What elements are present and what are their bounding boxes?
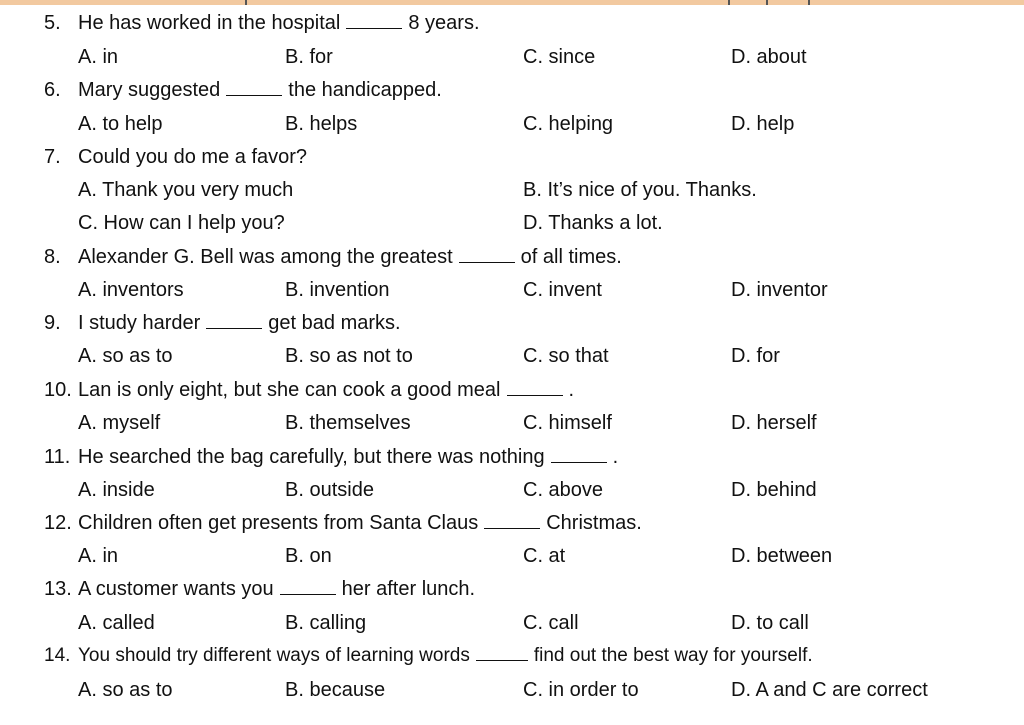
question-stem	[44, 509, 642, 537]
option-c: C. helping	[523, 113, 614, 135]
option-b: B. outside	[285, 479, 374, 501]
question-text-before: Lan is only eight, but she can cook a good meal	[78, 379, 501, 401]
option-a: A. myself	[78, 412, 161, 434]
option-d: D. to call	[731, 612, 809, 634]
option-a: A. called	[78, 612, 155, 634]
option-a: A. to help	[78, 113, 163, 135]
question-number: 5.	[44, 12, 61, 34]
option-b: B. on	[285, 545, 332, 567]
question-number: 11.	[44, 446, 71, 468]
top-decorative-strip	[0, 0, 1024, 5]
question-text-after: Christmas.	[546, 512, 642, 534]
option-d: D. herself	[731, 412, 817, 434]
option-d: D. inventor	[731, 279, 828, 301]
option-c: C. in order to	[523, 679, 639, 701]
option-a: A. so as to	[78, 345, 173, 367]
answer-blank	[484, 510, 540, 529]
answer-blank	[507, 377, 563, 396]
question-stem	[44, 143, 307, 171]
question-number: 6.	[44, 79, 61, 101]
option-a: A. inventors	[78, 279, 184, 301]
question-text-before: Children often get presents from Santa Claus	[78, 512, 479, 534]
answer-blank	[551, 444, 607, 463]
option-a: A. so as to	[78, 679, 173, 701]
option-b: B. themselves	[285, 412, 411, 434]
option-d: D. behind	[731, 479, 817, 501]
question-number: 7.	[44, 146, 61, 168]
question-stem	[44, 575, 475, 603]
option-d: D. between	[731, 545, 833, 567]
question-text-before: Mary suggested	[78, 79, 221, 101]
strip-tick	[766, 0, 768, 5]
question-number: 14.	[44, 645, 71, 666]
question-text-before: A customer wants you	[78, 578, 274, 600]
question-stem	[44, 376, 574, 404]
question-number: 10.	[44, 379, 72, 401]
strip-tick	[808, 0, 810, 5]
option-b: B. helps	[285, 113, 358, 135]
question-number: 8.	[44, 246, 61, 268]
option-c: C. so that	[523, 345, 609, 367]
option-c: C. How can I help you?	[78, 212, 285, 234]
option-b: B. so as not to	[285, 345, 413, 367]
question-number: 12.	[44, 512, 72, 534]
answer-blank	[346, 10, 402, 29]
option-d: D. A and C are correct	[731, 679, 928, 701]
option-c: C. since	[523, 46, 596, 68]
option-c: C. call	[523, 612, 579, 634]
option-d: D. about	[731, 46, 807, 68]
question-text-after: .	[612, 446, 619, 468]
question-stem	[44, 76, 442, 104]
question-text-after: the handicapped.	[288, 79, 442, 101]
question-stem	[44, 243, 622, 271]
option-b: B. because	[285, 679, 386, 701]
question-text-before: Could you do me a favor?	[78, 146, 308, 168]
option-b: B. It’s nice of you. Thanks.	[523, 179, 757, 201]
question-text-before: You should try different ways of learning words	[78, 645, 470, 666]
answer-blank	[476, 642, 528, 661]
option-c: C. himself	[523, 412, 612, 434]
strip-tick	[245, 0, 247, 5]
question-stem	[44, 309, 401, 337]
option-d: D. Thanks a lot.	[523, 212, 663, 234]
question-text-before: Alexander G. Bell was among the greatest	[78, 246, 453, 268]
question-text-after: .	[568, 379, 575, 401]
option-c: C. at	[523, 545, 566, 567]
question-stem	[44, 9, 480, 37]
question-number: 9.	[44, 312, 61, 334]
question-stem	[44, 642, 813, 670]
question-text-after: find out the best way for yourself.	[533, 645, 813, 666]
option-b: B. invention	[285, 279, 390, 301]
option-c: C. above	[523, 479, 604, 501]
option-b: B. calling	[285, 612, 367, 634]
question-number: 13.	[44, 578, 72, 600]
strip-tick	[728, 0, 730, 5]
option-a: A. inside	[78, 479, 155, 501]
question-text-before: He searched the bag carefully, but there was nothing	[78, 446, 545, 468]
question-text-after: her after lunch.	[341, 578, 476, 600]
question-text-before: He has worked in the hospital	[78, 12, 341, 34]
option-a: A. in	[78, 545, 119, 567]
question-text-before: I study harder	[78, 312, 201, 334]
option-d: D. help	[731, 113, 795, 135]
answer-blank	[226, 77, 282, 96]
answer-blank	[280, 576, 336, 595]
question-text-after: 8 years.	[408, 12, 480, 34]
question-text-after: get bad marks.	[268, 312, 401, 334]
question-stem	[44, 443, 618, 471]
option-b: B. for	[285, 46, 333, 68]
option-a: A. in	[78, 46, 119, 68]
option-a: A. Thank you very much	[78, 179, 294, 201]
answer-blank	[459, 244, 515, 263]
answer-blank	[206, 310, 262, 329]
option-c: C. invent	[523, 279, 602, 301]
question-text-after: of all times.	[520, 246, 622, 268]
option-d: D. for	[731, 345, 780, 367]
